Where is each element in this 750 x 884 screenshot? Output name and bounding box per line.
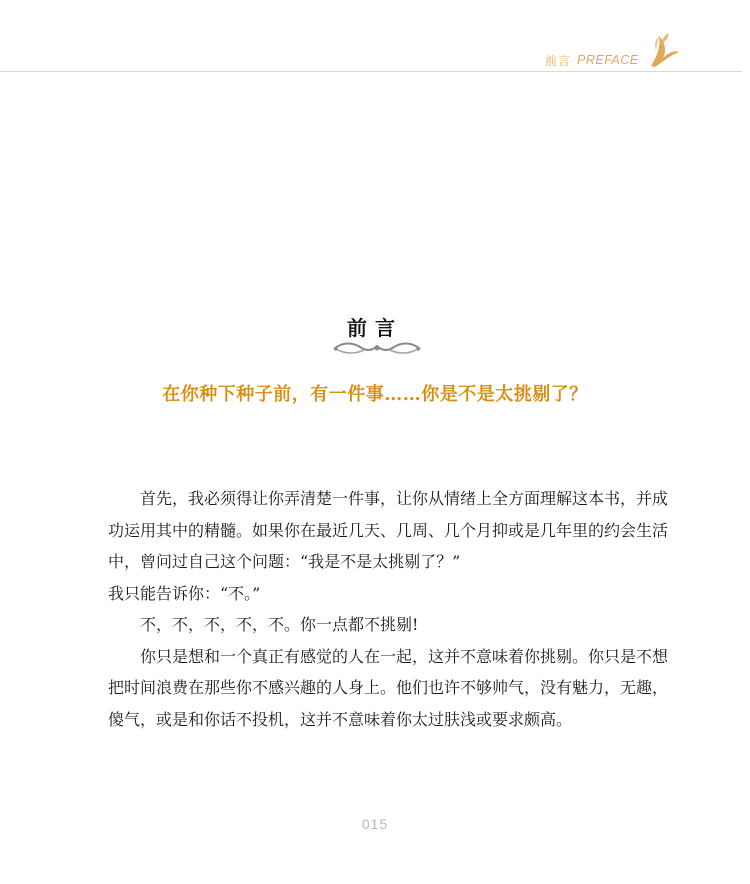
- chapter-subtitle: 在你种下种子前，有一件事……你是不是太挑剔了？: [162, 384, 588, 405]
- paragraph-3: 不，不，不，不，不。你一点都不挑剔!: [140, 615, 419, 634]
- header-rule: [0, 71, 742, 72]
- page-number: 015: [361, 816, 389, 832]
- scroll-flourish-icon: [332, 340, 422, 356]
- body-text: [108, 483, 668, 735]
- page-title: 前言: [347, 316, 403, 340]
- paragraph-4: 你只是想和一个真正有感觉的人在一起，这并不意味着你挑剔。你只是不想把时间浪费在那些你不感兴趣的人身上。他们也许不够帅气，没有魅力，无趣，傻气，或是和你话不投机，这并不意味着你太过肤浅或要求颇高。: [108, 646, 669, 729]
- paragraph-2: 我只能告诉你：“不。”: [108, 583, 261, 603]
- wheat-swoosh-icon: [647, 32, 681, 68]
- header-section-cn: 前言: [545, 53, 572, 68]
- paragraph-1: 首先，我必须得让你弄清楚一件事，让你从情绪上全方面理解这本书，并成功运用其中的精髓。如果你在最近几天、几周、几个月抑或是几年里的约会生活中，曾问过自己这个问题：“我是不是太挑剔了？”: [108, 489, 669, 571]
- header-section-en: PREFACE: [577, 53, 639, 67]
- running-header: [545, 50, 639, 70]
